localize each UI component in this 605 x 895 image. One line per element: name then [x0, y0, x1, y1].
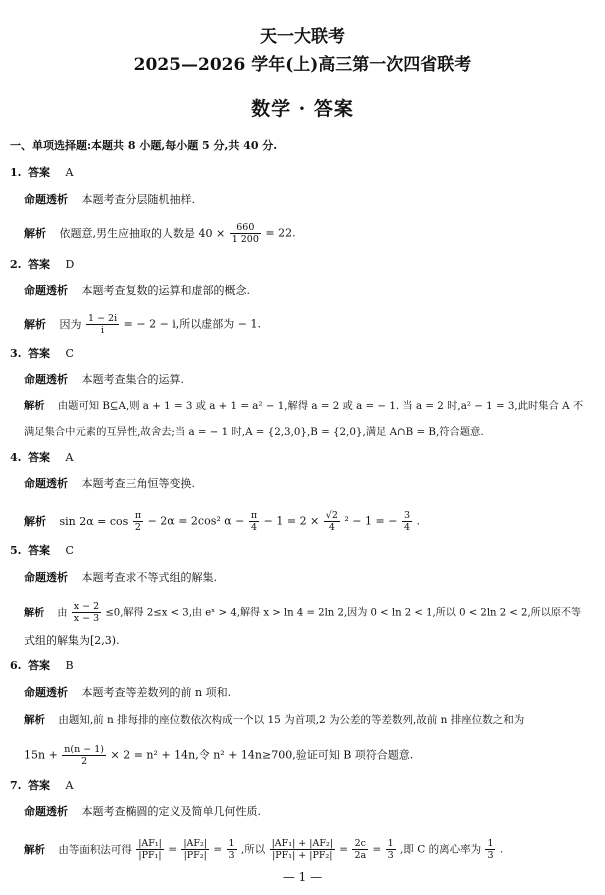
analysis-label: 解析: [24, 317, 46, 331]
intent-label: 命题透析: [24, 686, 68, 699]
fraction: $\frac{\text{|AF₂|}}{\text{|PF₂|}}$: [183, 838, 208, 861]
answer-label: 答案: [27, 659, 50, 672]
analysis-label: 解析: [24, 607, 45, 619]
q4-intent: 本题考查三角恒等变换.: [81, 477, 195, 490]
q6-answer: B: [65, 659, 74, 672]
q1-answer: A: [65, 166, 74, 179]
fraction: $\frac{\text{|AF₁| + |AF₂|}}{\text{|PF₁| + |PF₂|}}$: [271, 838, 333, 861]
q6-answer-line: [10, 659, 74, 673]
q3-intent-line: [24, 373, 184, 387]
q5-answer-line: [10, 544, 74, 558]
q1-intent-line: [24, 193, 195, 207]
q2-number: 2.: [10, 258, 22, 271]
q4-number: 4.: [10, 451, 22, 464]
fraction: $\frac{√2}{4}$: [325, 510, 338, 533]
q6-analysis-line-2: 15n + $\frac{n(n - 1)}{2}$ × 2 = n² + 14n,令 n² + 14n≥700,验证可知 B 项符合题意.: [24, 744, 414, 767]
answer-label: 答案: [27, 347, 50, 360]
subject-title: 数学 · 答案: [251, 98, 354, 120]
q7-number: 7.: [10, 779, 22, 792]
q7-intent-line: [24, 805, 261, 819]
intent-label: 命题透析: [24, 477, 68, 490]
analysis-label: 解析: [24, 400, 45, 412]
intent-label: 命题透析: [24, 805, 68, 818]
q2-intent-line: [24, 284, 250, 298]
section-heading: 一、单项选择题:本题共 8 小题,每小题 5 分,共 40 分.: [10, 139, 278, 152]
fraction: $\frac{1}{3}$: [387, 838, 394, 861]
q2-intent: 本题考查复数的运算和虚部的概念.: [81, 284, 250, 297]
q7-answer: A: [65, 779, 74, 792]
answer-label: 答案: [27, 166, 50, 179]
fraction: $\frac{660}{1 200}$: [231, 222, 259, 245]
fraction: $\frac{\pi}{2}$: [134, 510, 142, 533]
intent-label: 命题透析: [24, 193, 68, 206]
q1-number: 1.: [10, 166, 22, 179]
fraction: $\frac{n(n - 1)}{2}$: [64, 744, 104, 767]
q2-analysis-line: 解析 因为 $\frac{1 - 2i}{i}$ = − 2 − i,所以虚部为 − 1.: [24, 313, 261, 336]
fraction: $\frac{2c}{2a}$: [354, 838, 367, 861]
page-number: — 1 —: [282, 870, 323, 884]
analysis-label: 解析: [24, 514, 46, 528]
intent-label: 命题透析: [24, 571, 68, 584]
exam-title: 天一大联考: [260, 27, 345, 47]
exam-subtitle: 2025—2026 学年(上)高三第一次四省联考: [133, 55, 472, 75]
q2-answer: D: [65, 258, 75, 271]
analysis-label: 解析: [24, 843, 45, 856]
q5-intent-line: [24, 571, 217, 585]
q7-answer-line: [10, 779, 73, 793]
q3-intent: 本题考查集合的运算.: [81, 373, 184, 386]
fraction: $\frac{\text{|AF₁|}}{\text{|PF₁|}}$: [138, 838, 162, 861]
q4-answer-line: [10, 451, 73, 465]
q6-intent-line: [24, 686, 231, 700]
q3-answer-line: [10, 347, 74, 361]
q5-analysis-line-2: 式组的解集为[2,3).: [24, 634, 120, 647]
q7-analysis-line: 解析 由等面积法可得 $\frac{\text{|AF₁|}}{\text{|PF₁|}}$ = $\frac{\text{|AF₂|}}{\text{|PF₂|}}$ = $\frac{1}{3}$ ,所以 $\frac{\text{|AF₁| + |AF₂|}}{\text{|PF₁| + |PF₂|}}$ = $\frac{2c}{2a}$ = $\frac{1}{3}$ ,即 C 的离心率为 $\frac{1}{3}$ .: [24, 838, 504, 861]
q6-intent: 本题考查等差数列的前 n 项和.: [81, 686, 232, 699]
q1-answer-line: [10, 166, 73, 180]
q4-analysis-line: 解析 sin 2α = cos $\frac{\pi}{2}$ − 2α = 2cos² α − $\frac{\pi}{4}$ − 1 = 2 × $\frac{√2}{4}$ ² − 1 = − $\frac{3}{4}$ .: [24, 510, 420, 533]
q1-analysis-line: 解析 依题意,男生应抽取的人数是 40 × $\frac{660}{1 200}$ = 22.: [24, 222, 296, 245]
q4-intent-line: [24, 477, 195, 491]
q3-analysis-line: 解析 由题可知 B⊆A,则 a + 1 = 3 或 a + 1 = a² − 1,解得 a = 2 或 a = − 1. 当 a = 2 时,a² − 1 = 3,此时集合 A 不: [24, 400, 584, 412]
q1-intent: 本题考查分层随机抽样.: [81, 193, 195, 206]
fraction: $\frac{\pi}{4}$: [250, 510, 258, 533]
fraction: $\frac{1 - 2i}{i}$: [88, 313, 118, 336]
fraction: $\frac{x - 2}{x - 3}$: [73, 601, 100, 624]
intent-label: 命题透析: [24, 373, 68, 386]
q5-answer: C: [65, 544, 74, 557]
q7-intent: 本题考查椭圆的定义及简单几何性质.: [81, 805, 261, 818]
q6-analysis-line: 解析 由题知,前 n 排每排的座位数依次构成一个以 15 为首项,2 为公差的等差数列,故前 n 排座位数之和为: [24, 714, 525, 726]
q3-answer: C: [65, 347, 74, 360]
q4-answer: A: [65, 451, 74, 464]
q3-number: 3.: [10, 347, 22, 360]
fraction: $\frac{1}{3}$: [228, 838, 235, 861]
intent-label: 命题透析: [24, 284, 68, 297]
analysis-label: 解析: [24, 714, 45, 726]
answer-label: 答案: [27, 451, 50, 464]
answer-label: 答案: [27, 258, 50, 271]
q2-answer-line: [10, 258, 74, 272]
q3-analysis-line-2: 满足集合中元素的互异性,故舍去;当 a = − 1 时,A = {2,3,0},B = {2,0},满足 A∩B = B,符合题意.: [24, 426, 484, 438]
q5-number: 5.: [10, 544, 22, 557]
q5-analysis-line: 解析 由 $\frac{x - 2}{x - 3}$ ≤0,解得 2≤x < 3,由 eˣ > 4,解得 x > ln 4 = 2ln 2,因为 0 < ln 2 < 1,所以 0 < 2ln 2 < 2,所以原不等: [24, 601, 582, 624]
fraction: $\frac{1}{3}$: [487, 838, 494, 861]
answer-label: 答案: [27, 779, 50, 792]
fraction: $\frac{3}{4}$: [403, 510, 410, 533]
analysis-label: 解析: [24, 226, 46, 240]
answer-label: 答案: [27, 544, 50, 557]
q5-intent: 本题考查求不等式组的解集.: [81, 571, 217, 584]
q6-number: 6.: [10, 659, 22, 672]
